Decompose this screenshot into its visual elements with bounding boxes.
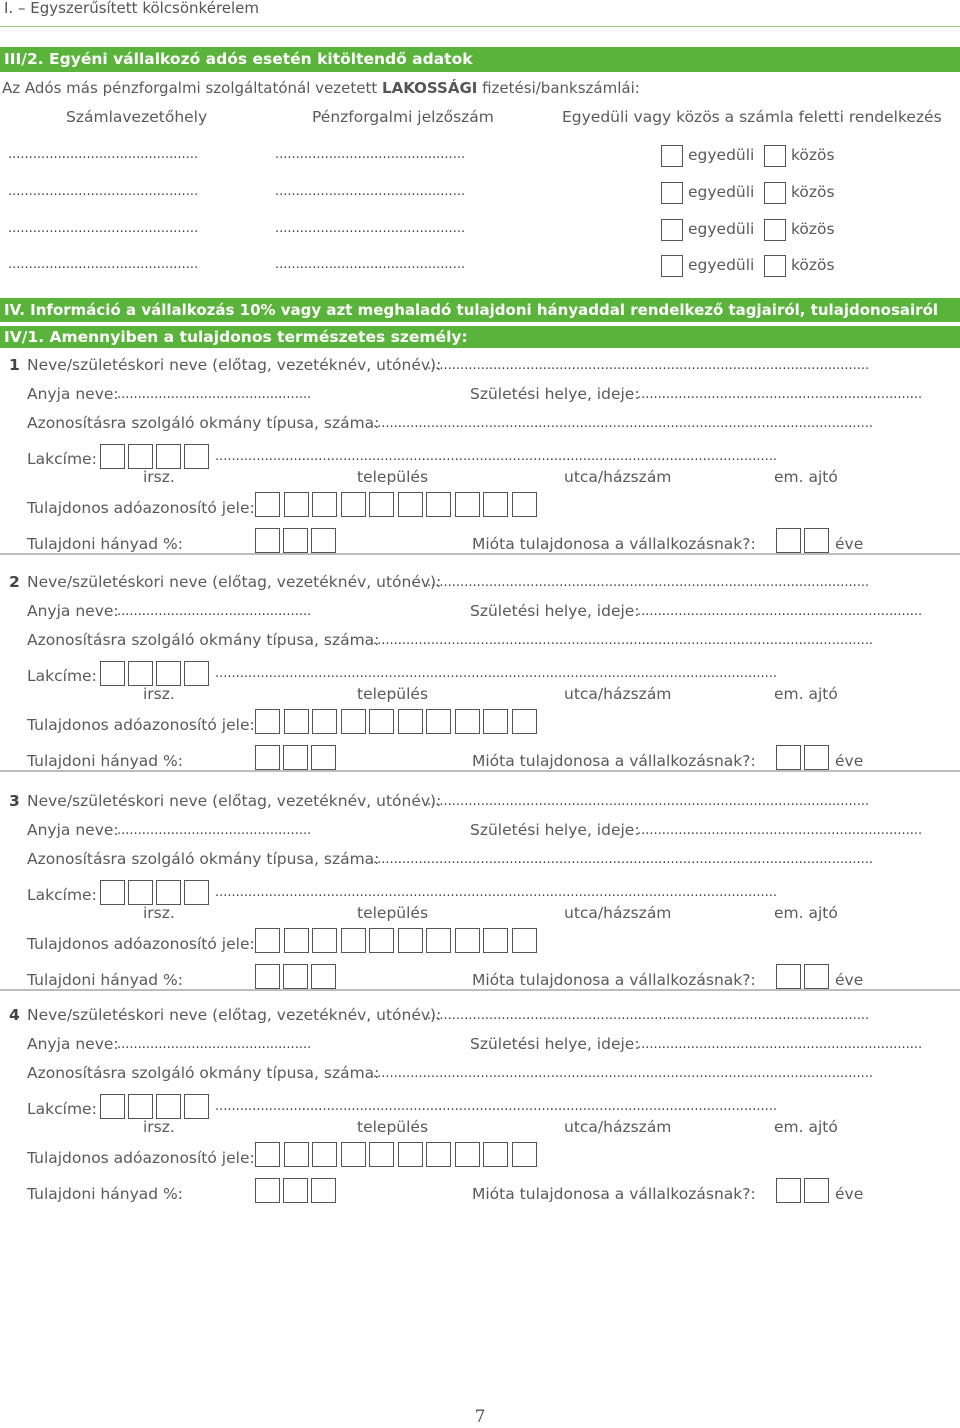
- city-caption: település: [357, 685, 429, 703]
- tax-id-cell[interactable]: [512, 709, 537, 734]
- owner-id-label: Azonosításra szolgáló okmány típusa, száma:: [27, 850, 380, 868]
- share-cell[interactable]: [255, 1178, 280, 1203]
- floor-caption: em. ajtó: [774, 468, 838, 486]
- tax-id-cell[interactable]: [455, 492, 480, 517]
- section-4-1-title: IV/1. Amennyiben a tulajdonos természetes személy:: [0, 326, 960, 348]
- owner-mother-field[interactable]: ...............................................: [117, 823, 312, 838]
- owner-name-field[interactable]: ...........................................................................................................: [427, 794, 870, 809]
- account-code-field[interactable]: ..............................................: [275, 257, 466, 272]
- owner-name-field[interactable]: ...........................................................................................................: [427, 1008, 870, 1023]
- tax-id-cell[interactable]: [512, 928, 537, 953]
- column-header-authority: Egyedüli vagy közös a számla feletti rendelkezés: [562, 108, 942, 126]
- share-cell[interactable]: [283, 528, 308, 553]
- tax-id-cell[interactable]: [255, 1142, 280, 1167]
- tax-id-cell[interactable]: [483, 492, 508, 517]
- zip-cell[interactable]: [156, 661, 181, 686]
- owner-mother-label: Anyja neve:: [27, 821, 119, 839]
- tax-id-cell[interactable]: [284, 709, 309, 734]
- street-caption: utca/házszám: [564, 1118, 672, 1136]
- tax-id-cell[interactable]: [398, 928, 423, 953]
- joint-checkbox[interactable]: [764, 182, 786, 204]
- owner-years-label: éve: [835, 971, 864, 989]
- joint-label: közös: [791, 146, 835, 164]
- owner-mother-field[interactable]: ...............................................: [117, 1037, 312, 1052]
- joint-checkbox[interactable]: [764, 255, 786, 277]
- zip-cell[interactable]: [128, 444, 153, 469]
- share-cell[interactable]: [283, 964, 308, 989]
- owner-number: 1: [9, 356, 20, 374]
- owner-name-field[interactable]: ...........................................................................................................: [427, 358, 870, 373]
- owner-birth-field[interactable]: .....................................................................: [637, 387, 923, 402]
- share-cell[interactable]: [311, 964, 336, 989]
- tax-id-cell[interactable]: [312, 1142, 337, 1167]
- zip-cell[interactable]: [156, 880, 181, 905]
- owner-tax-label: Tulajdonos adóazonosító jele:: [27, 716, 255, 734]
- owner-birth-label: Születési helye, ideje:: [470, 821, 640, 839]
- tax-id-cell[interactable]: [398, 492, 423, 517]
- owner-name-label: Neve/születéskori neve (előtag, vezetéknév, utónév):: [27, 1006, 442, 1024]
- owner-name-label: Neve/születéskori neve (előtag, vezetéknév, utónév):: [27, 792, 442, 810]
- owner-address-field[interactable]: ........................................................................................................................................: [215, 449, 777, 464]
- zip-cell[interactable]: [184, 444, 209, 469]
- owner-since-label: Mióta tulajdonosa a vállalkozásnak?:: [472, 971, 756, 989]
- section-3-2-title: III/2. Egyéni vállalkozó adós esetén kitöltendő adatok: [0, 47, 960, 72]
- years-cell[interactable]: [776, 745, 801, 770]
- section-4-title: IV. Információ a vállalkozás 10% vagy azt meghaladó tulajdoni hányaddal rendelkező tagjairól, tulajdonosairól: [0, 298, 960, 322]
- joint-checkbox[interactable]: [764, 219, 786, 241]
- zip-cell[interactable]: [128, 661, 153, 686]
- zip-cell[interactable]: [184, 1094, 209, 1119]
- years-cell[interactable]: [776, 964, 801, 989]
- zip-cell[interactable]: [156, 1094, 181, 1119]
- owner-address-field[interactable]: ........................................................................................................................................: [215, 885, 777, 900]
- tax-id-cell[interactable]: [341, 492, 366, 517]
- tax-id-cell[interactable]: [512, 492, 537, 517]
- zip-cell[interactable]: [156, 444, 181, 469]
- tax-id-cell[interactable]: [455, 928, 480, 953]
- owner-birth-label: Születési helye, ideje:: [470, 1035, 640, 1053]
- owner-mother-label: Anyja neve:: [27, 1035, 119, 1053]
- owner-address-label: Lakcíme:: [27, 886, 97, 904]
- zip-cell[interactable]: [128, 880, 153, 905]
- share-cell[interactable]: [283, 1178, 308, 1203]
- tax-id-cell[interactable]: [341, 709, 366, 734]
- owner-years-label: éve: [835, 535, 864, 553]
- page-number: 7: [474, 1407, 486, 1427]
- zip-cell[interactable]: [184, 880, 209, 905]
- tax-id-cell[interactable]: [341, 1142, 366, 1167]
- tax-id-cell[interactable]: [312, 492, 337, 517]
- document-header: I. – Egyszerűsített kölcsönkérelem: [4, 0, 260, 17]
- tax-id-cell[interactable]: [483, 709, 508, 734]
- share-cell[interactable]: [311, 745, 336, 770]
- tax-id-cell[interactable]: [312, 928, 337, 953]
- street-caption: utca/házszám: [564, 904, 672, 922]
- tax-id-cell[interactable]: [369, 492, 394, 517]
- owner-address-field[interactable]: ........................................................................................................................................: [215, 666, 777, 681]
- owner-id-label: Azonosításra szolgáló okmány típusa, száma:: [27, 1064, 380, 1082]
- owner-birth-label: Születési helye, ideje:: [470, 385, 640, 403]
- tax-id-cell[interactable]: [369, 1142, 394, 1167]
- intro-suffix: fizetési/bankszámlái:: [477, 79, 640, 97]
- tax-id-cell[interactable]: [426, 1142, 451, 1167]
- owner-tax-label: Tulajdonos adóazonosító jele:: [27, 499, 255, 517]
- account-bank-field[interactable]: ..............................................: [8, 147, 199, 162]
- joint-checkbox[interactable]: [764, 145, 786, 167]
- tax-id-cell[interactable]: [341, 928, 366, 953]
- owner-name-label: Neve/születéskori neve (előtag, vezetéknév, utónév):: [27, 356, 442, 374]
- floor-caption: em. ajtó: [774, 1118, 838, 1136]
- owner-mother-field[interactable]: ...............................................: [117, 604, 312, 619]
- owner-share-label: Tulajdoni hányad %:: [27, 752, 183, 770]
- owner-id-field[interactable]: .........................................................................................................................: [373, 1066, 874, 1081]
- tax-id-cell[interactable]: [483, 1142, 508, 1167]
- column-header-bank: Számlavezetőhely: [66, 108, 208, 126]
- zip-cell[interactable]: [100, 444, 125, 469]
- owner-mother-field[interactable]: ...............................................: [117, 387, 312, 402]
- tax-id-cell[interactable]: [455, 709, 480, 734]
- owner-mother-label: Anyja neve:: [27, 602, 119, 620]
- tax-id-cell[interactable]: [255, 492, 280, 517]
- street-caption: utca/házszám: [564, 468, 672, 486]
- intro-prefix: Az Adós más pénzforgalmi szolgáltatónál vezetett: [2, 79, 383, 97]
- zip-cell[interactable]: [100, 1094, 125, 1119]
- account-bank-field[interactable]: ..............................................: [8, 184, 199, 199]
- tax-id-cell[interactable]: [455, 1142, 480, 1167]
- owner-birth-field[interactable]: .....................................................................: [637, 604, 923, 619]
- zip-caption: irsz.: [143, 904, 175, 922]
- owner-id-label: Azonosításra szolgáló okmány típusa, száma:: [27, 631, 380, 649]
- street-caption: utca/házszám: [564, 685, 672, 703]
- tax-id-cell[interactable]: [426, 492, 451, 517]
- share-cell[interactable]: [283, 745, 308, 770]
- owner-since-label: Mióta tulajdonosa a vállalkozásnak?:: [472, 535, 756, 553]
- single-checkbox[interactable]: [661, 255, 683, 277]
- years-cell[interactable]: [804, 1178, 829, 1203]
- owner-id-field[interactable]: .........................................................................................................................: [373, 633, 874, 648]
- owner-birth-field[interactable]: .....................................................................: [637, 1037, 923, 1052]
- zip-caption: irsz.: [143, 685, 175, 703]
- owner-id-field[interactable]: .........................................................................................................................: [373, 852, 874, 867]
- owner-address-label: Lakcíme:: [27, 450, 97, 468]
- account-bank-field[interactable]: ..............................................: [8, 257, 199, 272]
- owner-address-label: Lakcíme:: [27, 667, 97, 685]
- tax-id-cell[interactable]: [369, 928, 394, 953]
- owner-birth-label: Születési helye, ideje:: [470, 602, 640, 620]
- single-checkbox[interactable]: [661, 219, 683, 241]
- zip-caption: irsz.: [143, 468, 175, 486]
- owner-name-field[interactable]: ...........................................................................................................: [427, 575, 870, 590]
- tax-id-cell[interactable]: [426, 709, 451, 734]
- owner-divider: [0, 989, 960, 991]
- joint-label: közös: [791, 183, 835, 201]
- owner-years-label: éve: [835, 1185, 864, 1203]
- share-cell[interactable]: [311, 1178, 336, 1203]
- tax-id-cell[interactable]: [284, 492, 309, 517]
- owner-id-field[interactable]: .........................................................................................................................: [373, 416, 874, 431]
- joint-label: közös: [791, 220, 835, 238]
- joint-label: közös: [791, 256, 835, 274]
- tax-id-cell[interactable]: [284, 928, 309, 953]
- owner-since-label: Mióta tulajdonosa a vállalkozásnak?:: [472, 1185, 756, 1203]
- owner-number: 4: [9, 1006, 20, 1024]
- owner-mother-label: Anyja neve:: [27, 385, 119, 403]
- zip-cell[interactable]: [100, 661, 125, 686]
- owner-divider: [0, 770, 960, 772]
- years-cell[interactable]: [776, 1178, 801, 1203]
- tax-id-cell[interactable]: [512, 1142, 537, 1167]
- floor-caption: em. ajtó: [774, 904, 838, 922]
- tax-id-cell[interactable]: [426, 928, 451, 953]
- floor-caption: em. ajtó: [774, 685, 838, 703]
- tax-id-cell[interactable]: [398, 1142, 423, 1167]
- account-code-field[interactable]: ..............................................: [275, 147, 466, 162]
- owner-number: 2: [9, 573, 20, 591]
- owner-share-label: Tulajdoni hányad %:: [27, 1185, 183, 1203]
- city-caption: település: [357, 468, 429, 486]
- single-label: egyedüli: [688, 256, 755, 274]
- single-label: egyedüli: [688, 146, 755, 164]
- years-cell[interactable]: [776, 528, 801, 553]
- single-label: egyedüli: [688, 220, 755, 238]
- owner-id-label: Azonosításra szolgáló okmány típusa, száma:: [27, 414, 380, 432]
- owner-share-label: Tulajdoni hányad %:: [27, 971, 183, 989]
- single-checkbox[interactable]: [661, 182, 683, 204]
- owner-tax-label: Tulajdonos adóazonosító jele:: [27, 1149, 255, 1167]
- tax-id-cell[interactable]: [312, 709, 337, 734]
- tax-id-cell[interactable]: [284, 1142, 309, 1167]
- owner-share-label: Tulajdoni hányad %:: [27, 535, 183, 553]
- account-code-field[interactable]: ..............................................: [275, 184, 466, 199]
- tax-id-cell[interactable]: [255, 709, 280, 734]
- owner-years-label: éve: [835, 752, 864, 770]
- intro-bold: LAKOSSÁGI: [382, 79, 478, 97]
- city-caption: település: [357, 904, 429, 922]
- zip-cell[interactable]: [128, 1094, 153, 1119]
- owner-address-label: Lakcíme:: [27, 1100, 97, 1118]
- column-header-code: Pénzforgalmi jelzőszám: [312, 108, 494, 126]
- city-caption: település: [357, 1118, 429, 1136]
- years-cell[interactable]: [804, 964, 829, 989]
- owner-divider: [0, 553, 960, 555]
- zip-caption: irsz.: [143, 1118, 175, 1136]
- tax-id-cell[interactable]: [255, 928, 280, 953]
- single-label: egyedüli: [688, 183, 755, 201]
- single-checkbox[interactable]: [661, 145, 683, 167]
- owner-name-label: Neve/születéskori neve (előtag, vezetéknév, utónév):: [27, 573, 442, 591]
- share-cell[interactable]: [255, 964, 280, 989]
- owner-address-field[interactable]: ........................................................................................................................................: [215, 1099, 777, 1114]
- tax-id-cell[interactable]: [483, 928, 508, 953]
- share-cell[interactable]: [255, 745, 280, 770]
- account-code-field[interactable]: ..............................................: [275, 221, 466, 236]
- owner-birth-field[interactable]: .....................................................................: [637, 823, 923, 838]
- tax-id-cell[interactable]: [369, 709, 394, 734]
- zip-cell[interactable]: [100, 880, 125, 905]
- owner-since-label: Mióta tulajdonosa a vállalkozásnak?:: [472, 752, 756, 770]
- owner-number: 3: [9, 792, 20, 810]
- zip-cell[interactable]: [184, 661, 209, 686]
- years-cell[interactable]: [804, 528, 829, 553]
- years-cell[interactable]: [804, 745, 829, 770]
- account-bank-field[interactable]: ..............................................: [8, 221, 199, 236]
- share-cell[interactable]: [311, 528, 336, 553]
- bank-accounts-intro: [2, 79, 640, 97]
- share-cell[interactable]: [255, 528, 280, 553]
- header-divider: [0, 26, 960, 27]
- tax-id-cell[interactable]: [398, 709, 423, 734]
- owner-tax-label: Tulajdonos adóazonosító jele:: [27, 935, 255, 953]
